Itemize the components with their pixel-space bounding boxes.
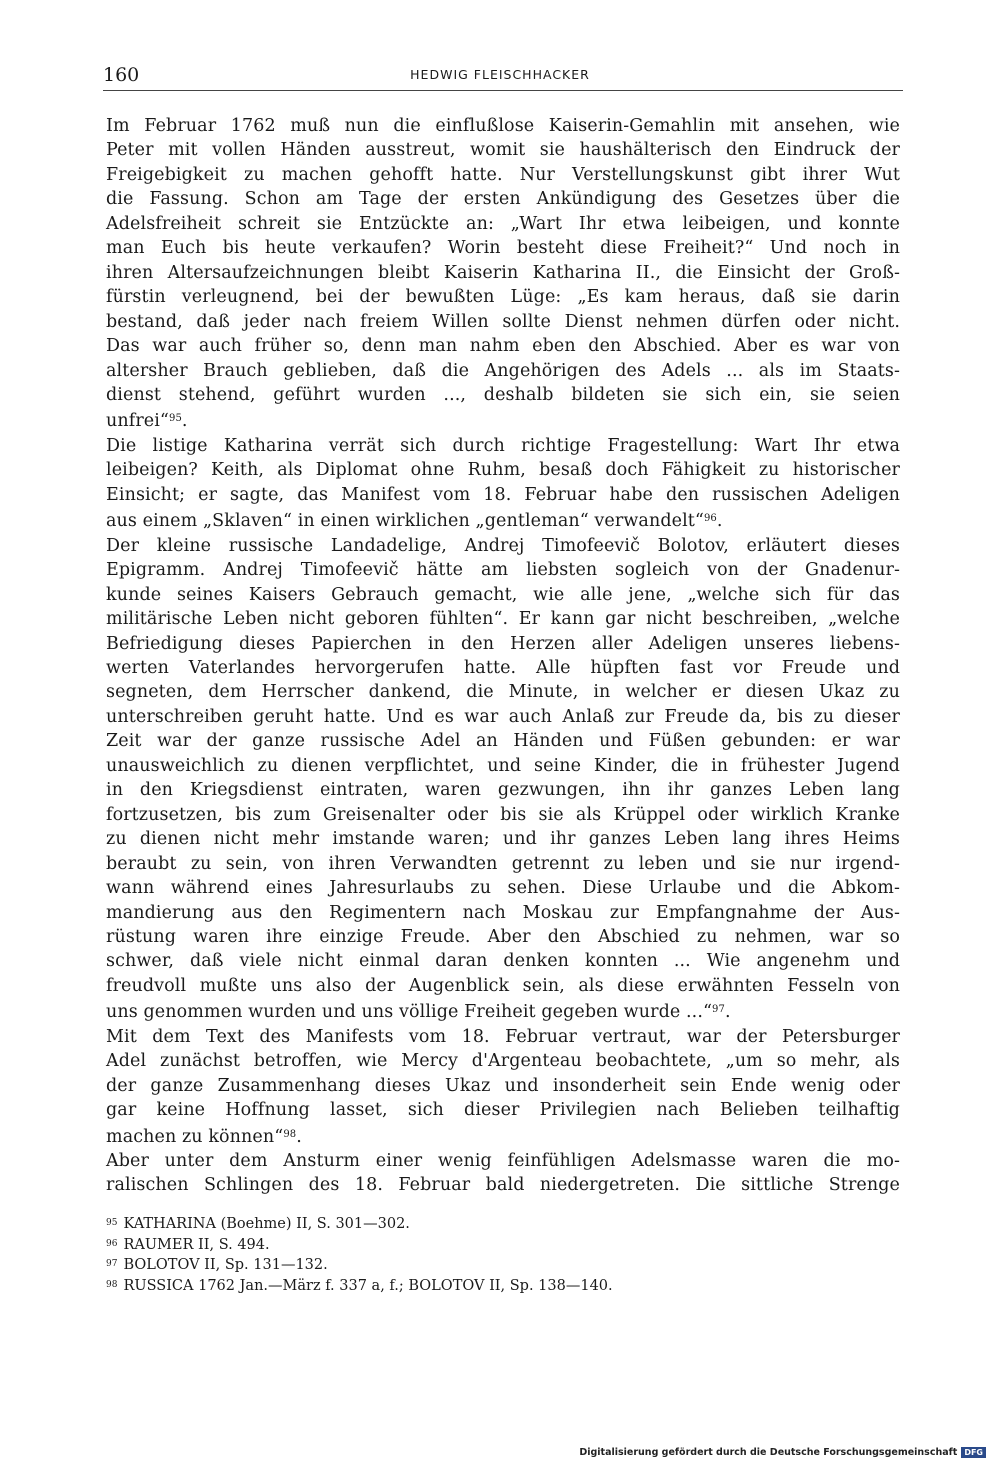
footnote-ref-97: 97 (712, 1004, 725, 1016)
body-line: militärische Leben nicht geboren fühlten“. Er kann gar nicht beschreiben, „welche (106, 609, 900, 630)
line-text: uns genommen wurden und uns völlige Freiheit gegeben wurde ...“ (106, 1002, 713, 1023)
body-line: Zeit war der ganze russische Adel an Händen und Füßen gebunden: er war (106, 731, 900, 752)
body-line: aus einem „Sklaven“ in einen wirklichen „gentleman“ verwandelt“$^{96}$. (106, 511, 723, 532)
footnote (106, 1214, 900, 1235)
body-line: Einsicht; er sagte, das Manifest vom 18. Februar habe den russischen Adeligen (106, 484, 900, 505)
line-text: machen zu können“ (106, 1126, 284, 1147)
body-line: uns genommen wurden und uns völlige Freiheit gegeben wurde ...“$^{97}$. (106, 1002, 731, 1023)
footnote (106, 1276, 900, 1297)
body-line: mandierung aus den Regimentern nach Moskau zur Empfangnahme der Aus- (106, 902, 900, 923)
footnote-number: 95 (106, 1218, 118, 1228)
body-line: Befriedigung dieses Papierchen in den Herzen aller Adeligen unseres liebens- (106, 633, 900, 654)
body-line: Peter mit vollen Händen ausstreut, womit sie haushälterisch den Eindruck der (106, 140, 900, 161)
body-line: Adel zunächst betroffen, wie Mercy d'Argenteau beobachtete, „um so mehr, als (106, 1051, 900, 1072)
footnote-ref-98: 98 (283, 1128, 297, 1140)
body-text (106, 114, 900, 1198)
line-text: unfrei“ (106, 411, 169, 432)
body-line: unausweichlich zu dienen verpflichtet, und seine Kinder, die in frühester Jugend (106, 755, 900, 776)
funding-text: Digitalisierung gefördert durch die Deutsche Forschungsgemeinschaft (579, 1447, 958, 1458)
body-line: dienst stehend, geführt wurden ..., deshalb bildeten sie sich ein, sie seien (106, 384, 900, 405)
body-line: fortzusetzen, bis zum Greisenalter oder bis sie als Krüppel oder wirklich Kranke (106, 804, 900, 825)
body-line: machen zu können“$^{98}$. (106, 1126, 302, 1147)
dfg-logo: DFG (961, 1447, 986, 1458)
body-line: unfrei“$^{95}$. (106, 411, 188, 432)
body-line: ihren Altersaufzeichnungen bleibt Kaiserin Katharina II., die Einsicht der Groß- (106, 262, 900, 283)
footnote-text: RAUMER II, S. 494. (123, 1236, 270, 1253)
footnote-number: 96 (106, 1238, 118, 1249)
body-line: schwer, daß viele nicht einmal daran denken konnten ... Wie angenehm und (106, 951, 900, 972)
body-line: altersher Brauch geblieben, daß die Angehörigen des Adels ... als im Staats- (106, 360, 900, 381)
footnote-number: 97 (106, 1259, 118, 1270)
footnote-ref-95: 95 (168, 413, 182, 425)
body-line: zu dienen nicht mehr imstande waren; und ihr ganzes Leben lang ihres Heims (106, 829, 900, 850)
funding-note (579, 1447, 986, 1458)
body-line: Epigramm. Andrej Timofeevič hätte am liebsten sogleich von der Gnadenur- (106, 560, 900, 581)
footnote-number: 98 (106, 1279, 118, 1290)
body-line: Der kleine russische Landadelige, Andrej Timofeevič Bolotov, erläutert dieses (106, 535, 900, 556)
footnote-text: BOLOTOV II, Sp. 131—132. (123, 1257, 328, 1274)
body-line: der ganze Zusammenhang dieses Ukaz und insonderheit sein Ende wenig oder (106, 1075, 900, 1096)
header-rule (103, 90, 903, 91)
body-line: unterschreiben geruht hatte. Und es war auch Anlaß zur Freude da, bis zu dieser (106, 706, 900, 727)
body-line: Die listige Katharina verrät sich durch richtige Fragestellung: Wart Ihr etwa (106, 435, 900, 456)
page-number: 160 (103, 64, 140, 86)
body-line: bestand, daß jeder nach freiem Willen sollte Dienst nehmen dürfen oder nicht. (106, 311, 900, 332)
footnote-ref-96: 96 (703, 513, 717, 525)
body-line: leibeigen? Keith, als Diplomat ohne Ruhm, besaß doch Fähigkeit zu historischer (106, 460, 900, 481)
body-line: in den Kriegsdienst eintraten, waren gezwungen, ihn ihr ganzes Leben lang (106, 780, 900, 801)
body-line: wann während eines Jahresurlaubs zu sehen. Diese Urlaube und die Abkom- (106, 878, 900, 899)
body-line: ralischen Schlingen des 18. Februar bald niedergetreten. Die sittliche Strenge (106, 1175, 900, 1196)
body-line: gar keine Hoffnung lasset, sich dieser Privilegien nach Belieben teilhaftig (106, 1100, 900, 1121)
body-line: Mit dem Text des Manifests vom 18. Februar vertraut, war der Petersburger (106, 1026, 900, 1047)
body-line: werten Vaterlandes hervorgerufen hatte. Alle hüpften fast vor Freude und (106, 657, 900, 678)
footnote (106, 1255, 900, 1276)
body-line: Im Februar 1762 muß nun die einflußlose Kaiserin-Gemahlin mit ansehen, wie (106, 116, 900, 136)
body-line: Adelsfreiheit schreit sie Entzückte an: „Wart Ihr etwa leibeigen, und konnte (106, 213, 900, 234)
footnotes (106, 1214, 900, 1296)
running-title: HEDWIG FLEISCHHACKER (410, 67, 590, 82)
body-line: Aber unter dem Ansturm einer wenig feinfühligen Adelsmasse waren die mo- (106, 1151, 900, 1172)
body-line: Freigebigkeit zu machen gehofft hatte. Nur Verstellungskunst gibt ihrer Wut (106, 164, 900, 185)
footnote-text: RUSSICA 1762 Jan.—März f. 337 a, f.; BOLOTOV II, Sp. 138—140. (123, 1277, 613, 1294)
body-line: fürstin verleugnend, bei der bewußten Lüge: „Es kam heraus, daß sie darin (106, 287, 900, 308)
body-line: man Euch bis heute verkaufen? Worin besteht diese Freiheit?“ Und noch in (106, 238, 900, 259)
body-line: freudvoll mußte uns also der Augenblick sein, als diese erwähnten Fesseln von (106, 975, 900, 996)
line-text: aus einem „Sklaven“ in einen wirklichen „gentleman“ verwandelt“ (106, 511, 704, 532)
body-line: Das war auch früher so, denn man nahm eben den Abschied. Aber es war von (106, 336, 900, 357)
body-line: beraubt zu sein, von ihren Verwandten getrennt zu leben und sie nur irgend- (106, 853, 900, 874)
body-line: segneten, dem Herrscher dankend, die Minute, in welcher er diesen Ukaz zu (106, 682, 900, 703)
body-line: kunde seines Kaisers Gebrauch gemacht, wie alle jene, „welche sich für das (106, 584, 900, 605)
body-line: die Fassung. Schon am Tage der ersten Ankündigung des Gesetzes über die (106, 189, 900, 210)
footnote-text: KATHARINA (Boehme) II, S. 301—302. (123, 1216, 410, 1232)
footnote (106, 1235, 900, 1256)
body-line: rüstung waren ihre einzige Freude. Aber den Abschied zu nehmen, war so (106, 926, 900, 947)
